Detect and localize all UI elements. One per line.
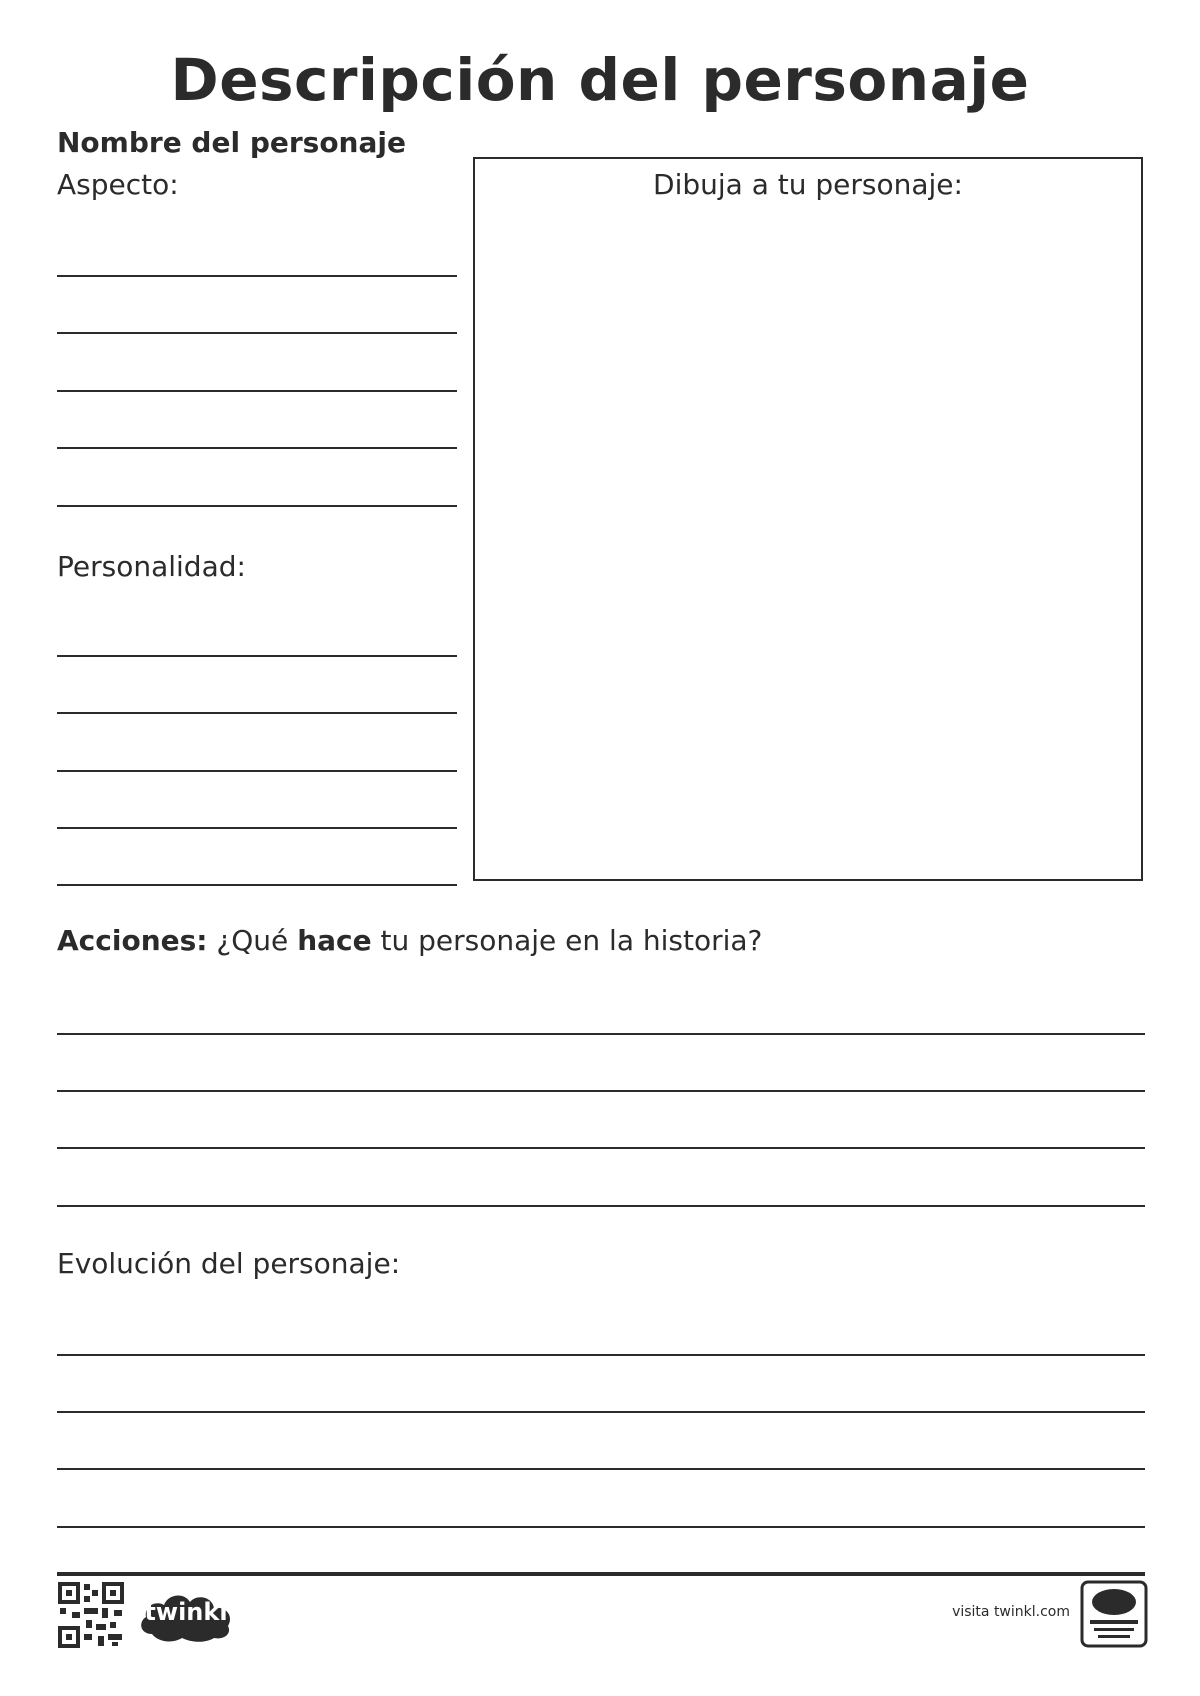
actions-emphasis: hace xyxy=(297,924,372,957)
evolution-writing-line[interactable] xyxy=(57,1411,1145,1413)
appearance-writing-line[interactable] xyxy=(57,275,457,277)
actions-label: Acciones: xyxy=(57,924,208,957)
twinkl-logo-text: twinkl xyxy=(144,1598,228,1626)
quality-standard-badge-icon xyxy=(1080,1580,1148,1648)
personality-writing-line[interactable] xyxy=(57,770,457,772)
actions-writing-line[interactable] xyxy=(57,1090,1145,1092)
appearance-writing-line[interactable] xyxy=(57,332,457,334)
appearance-writing-line[interactable] xyxy=(57,505,457,507)
character-name-label: Nombre del personaje xyxy=(57,126,406,159)
visit-link[interactable]: visita twinkl.com xyxy=(952,1604,1070,1620)
personality-writing-line[interactable] xyxy=(57,655,457,657)
appearance-writing-line[interactable] xyxy=(57,390,457,392)
actions-writing-line[interactable] xyxy=(57,1205,1145,1207)
evolution-writing-line[interactable] xyxy=(57,1468,1145,1470)
appearance-writing-line[interactable] xyxy=(57,447,457,449)
evolution-writing-line[interactable] xyxy=(57,1526,1145,1528)
qr-code-icon xyxy=(58,1582,124,1648)
footer-rule xyxy=(57,1572,1145,1576)
evolution-label: Evolución del personaje: xyxy=(57,1247,401,1280)
evolution-writing-line[interactable] xyxy=(57,1354,1145,1356)
page-title: Descripción del personaje xyxy=(170,46,1030,114)
personality-writing-line[interactable] xyxy=(57,712,457,714)
personality-writing-line[interactable] xyxy=(57,884,457,886)
personality-label: Personalidad: xyxy=(57,550,246,583)
personality-writing-line[interactable] xyxy=(57,827,457,829)
actions-prompt xyxy=(57,924,762,957)
actions-text-1: ¿Qué xyxy=(207,924,298,957)
appearance-label: Aspecto: xyxy=(57,168,179,201)
actions-writing-line[interactable] xyxy=(57,1147,1145,1149)
actions-writing-line[interactable] xyxy=(57,1033,1145,1035)
drawing-box-label: Dibuja a tu personaje: xyxy=(653,168,963,201)
drawing-box[interactable] xyxy=(473,157,1143,881)
actions-text-2: tu personaje en la historia? xyxy=(371,924,763,957)
